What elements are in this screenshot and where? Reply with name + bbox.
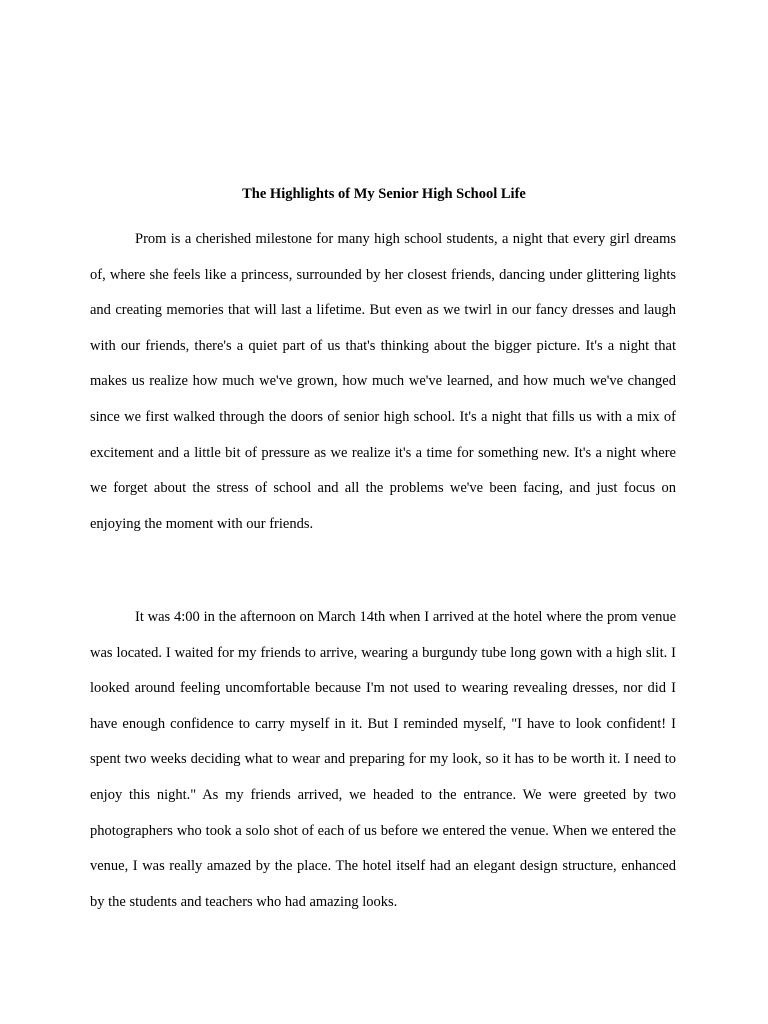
paragraph-prom-arrival: It was 4:00 in the afternoon on March 14th when I arrived at the hotel where the prom venue was located. I waited for my friends to arrive, wearing a burgundy tube long gown with a high slit. I looked around feeling uncomfortable because I'm not used to wearing revealing dresses, nor did I have enough confidence to carry myself in it. But I reminded myself, "I have to look confident! I spent two weeks deciding what to wear and preparing for my look, so it has to be worth it. I need to enjoy this night." As my friends arrived, we headed to the entrance. We were greeted by two photographers who took a solo shot of each of us before we entered the venue. When we entered the venue, I was really amazed by the place. The hotel itself had an elegant design structure, enhanced by the students and teachers who had amazing looks. xyxy=(90,609,676,910)
paragraph-prom-intro: Prom is a cherished milestone for many high school students, a night that every girl dreams of, where she feels like a princess, surrounded by her closest friends, dancing under glittering lights and creating memories that will last a lifetime. But even as we twirl in our fancy dresses and laugh with our friends, there's a quiet part of us that's thinking about the bigger picture. It's a night that makes us realize how much we've grown, how much we've learned, and how much we've changed since we first walked through the doors of senior high school. It's a night that fills us with a mix of excitement and a little bit of pressure as we realize it's a time for something new. It's a night where we forget about the stress of school and all the problems we've been facing, and just focus on enjoying the moment with our friends. xyxy=(90,231,676,532)
document-title: The Highlights of My Senior High School Life xyxy=(242,186,526,202)
